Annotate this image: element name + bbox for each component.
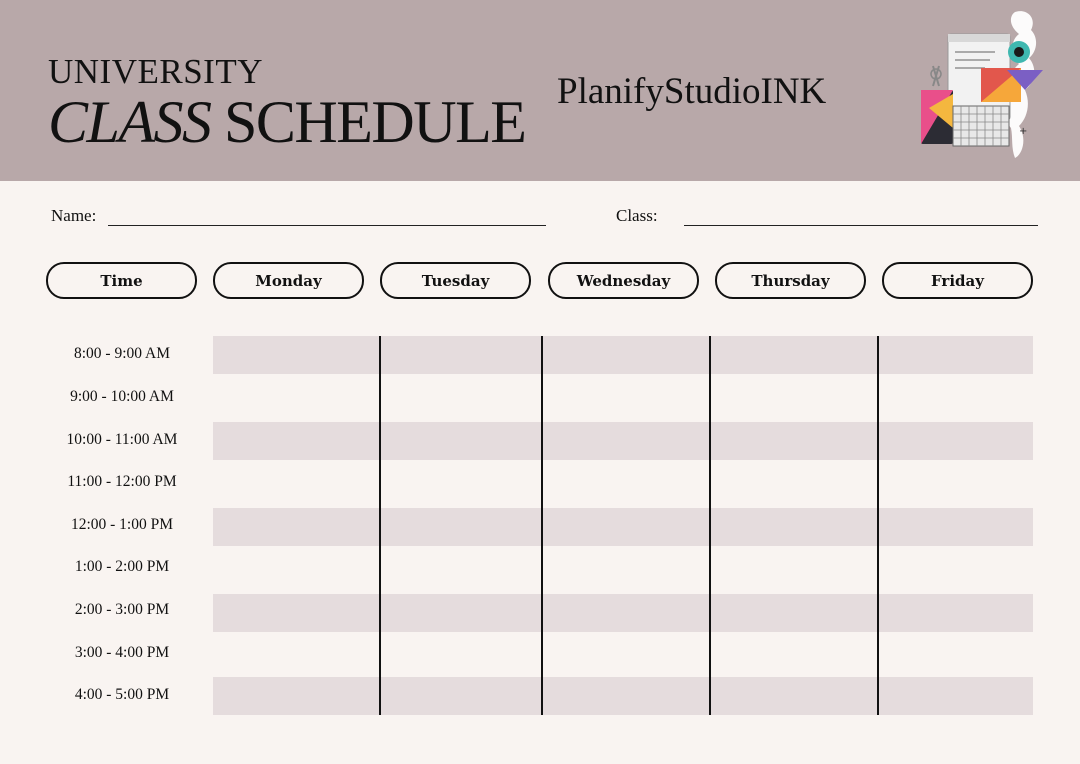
time-slot-label: 12:00 - 1:00 PM xyxy=(70,516,174,533)
column-divider xyxy=(709,336,711,715)
column-header-friday: Friday xyxy=(882,262,1033,299)
time-slot-label: 2:00 - 3:00 PM xyxy=(74,601,170,618)
row-stripe xyxy=(213,422,1033,460)
column-header-tuesday: Tuesday xyxy=(380,262,531,299)
time-slot-label: 8:00 - 9:00 AM xyxy=(73,345,171,362)
class-label: Class: xyxy=(616,206,658,225)
title-schedule: SCHEDULE xyxy=(210,89,526,155)
column-header-time: Time xyxy=(46,262,197,299)
row-stripe xyxy=(213,508,1033,546)
title-class-italic: CLASS xyxy=(48,89,211,155)
name-field[interactable] xyxy=(108,225,546,226)
brand-name: PlanifyStudioINK xyxy=(557,71,827,112)
time-slot-label: 9:00 - 10:00 AM xyxy=(70,388,174,405)
row-stripe xyxy=(213,594,1033,632)
row-stripe xyxy=(213,677,1033,715)
desk-stationery-illustration-icon xyxy=(915,8,1045,170)
time-slot-label: 10:00 - 11:00 AM xyxy=(66,431,178,448)
page-title xyxy=(48,88,525,157)
column-header-wednesday: Wednesday xyxy=(548,262,699,299)
class-field[interactable] xyxy=(684,225,1038,226)
name-label: Name: xyxy=(51,206,97,225)
svg-text:+: + xyxy=(1019,126,1028,137)
time-slot-label: 3:00 - 4:00 PM xyxy=(74,644,170,661)
time-slot-label: 11:00 - 12:00 PM xyxy=(67,473,177,490)
row-stripe xyxy=(213,336,1033,374)
time-slot-label: 1:00 - 2:00 PM xyxy=(74,558,170,575)
column-header-thursday: Thursday xyxy=(715,262,866,299)
column-divider xyxy=(877,336,879,715)
column-divider xyxy=(379,336,381,715)
time-slot-label: 4:00 - 5:00 PM xyxy=(74,686,170,703)
column-divider xyxy=(541,336,543,715)
header-banner xyxy=(0,0,1080,181)
column-header-monday: Monday xyxy=(213,262,364,299)
title-university: UNIVERSITY xyxy=(48,52,263,91)
